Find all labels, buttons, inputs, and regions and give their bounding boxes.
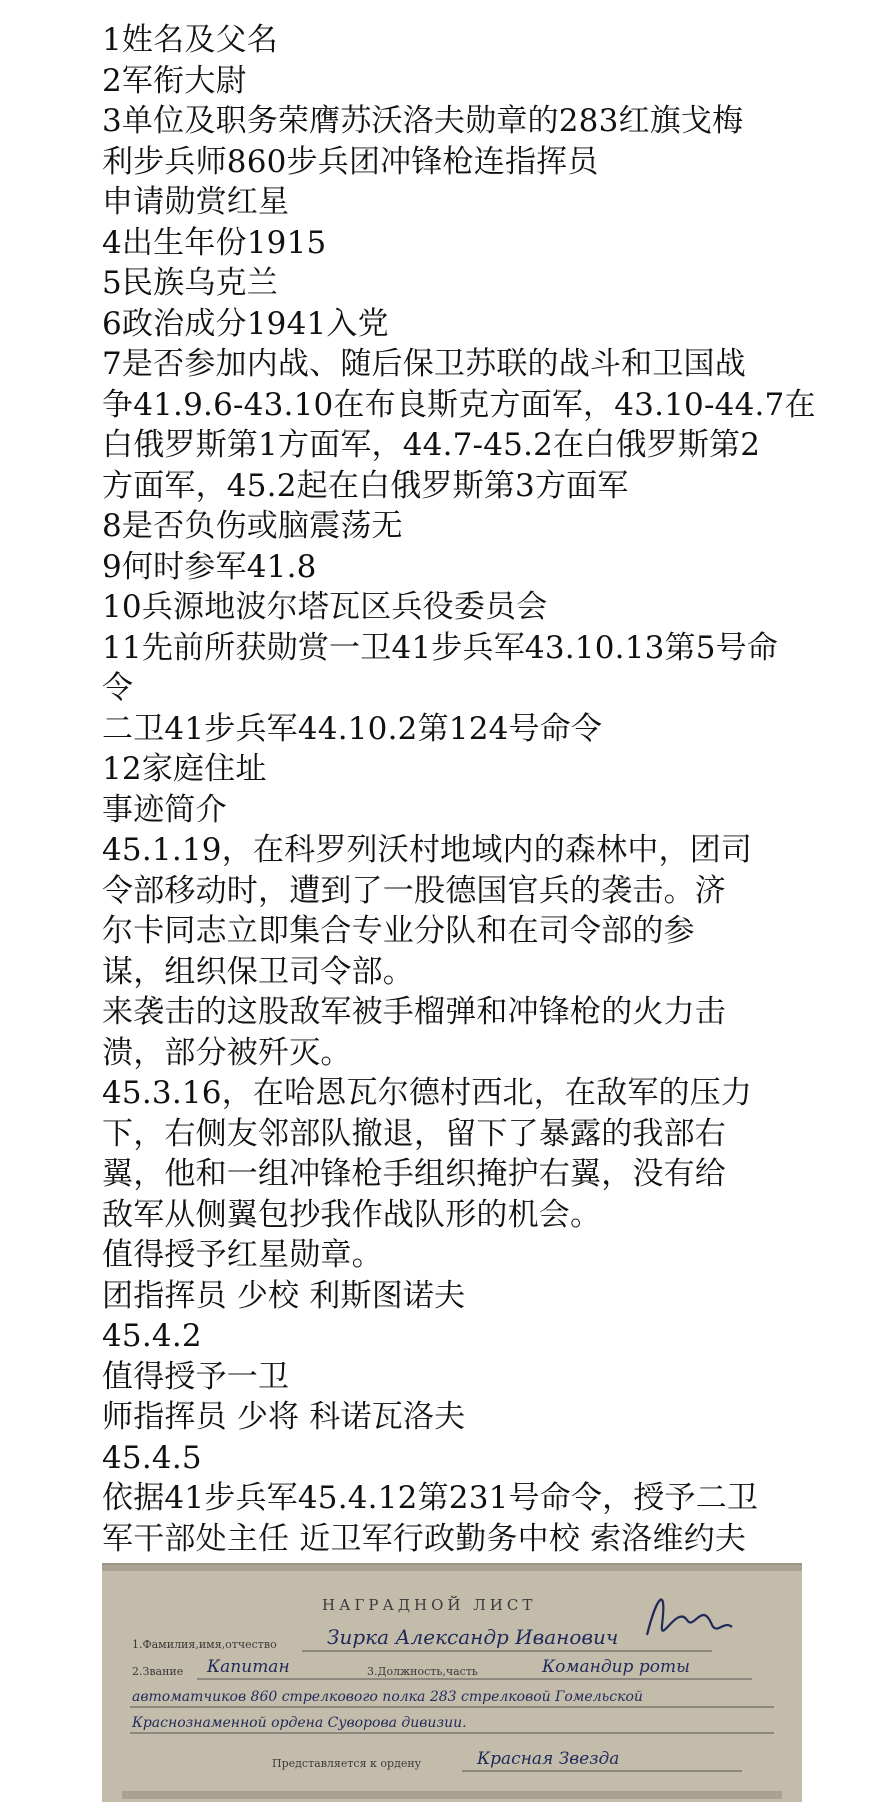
- scan-row4-value: Краснознаменной ордена Суворова дивизии.: [132, 1715, 467, 1731]
- narrative-line-7: 45.3.16，在哈恩瓦尔德村西北，在敌军的压力: [102, 1075, 753, 1111]
- recommendation: 值得授予红星勋章。: [102, 1237, 383, 1273]
- narrative-line-9: 翼，他和一组冲锋枪手组织掩护右翼，没有给: [102, 1156, 726, 1192]
- field-prior-awards-line-2: 令: [102, 670, 134, 706]
- narrative-line-3: 尔卡同志立即集合专业分队和在司令部的参: [102, 913, 695, 949]
- field-address: 12家庭住址: [102, 751, 267, 787]
- division-commander-signoff: 师指挥员 少将 科诺瓦洛夫: [102, 1399, 466, 1435]
- field-service-line-1: 7是否参加内战、随后保卫苏联的战斗和卫国战: [102, 346, 746, 382]
- scan-cutoff-line: [122, 1791, 782, 1799]
- scan-row2-value: Капитан: [207, 1657, 290, 1677]
- division-recommendation: 值得授予一卫: [102, 1358, 290, 1395]
- field-service-line-2: 争41.9.6-43.10在布良斯克方面军，43.10-44.7在: [102, 386, 816, 423]
- scan-row2-mid-label: 3.Должность,часть: [367, 1665, 478, 1678]
- date-2: 45.4.5: [102, 1439, 202, 1476]
- narrative-line-10: 敌军从侧翼包抄我作战队形的机会。: [102, 1196, 602, 1233]
- field-rank: 2军衔大尉: [102, 62, 247, 99]
- date-1: 45.4.2: [102, 1318, 202, 1354]
- narrative-line-4: 谋，组织保卫司令部。: [102, 953, 414, 990]
- section-heading: 事迹简介: [102, 791, 227, 828]
- award-request: 申请勋赏红星: [102, 184, 290, 220]
- field-wounds: 8是否负伤或脑震荡无: [102, 508, 403, 544]
- scan-row2-label: 2.Звание: [132, 1665, 184, 1678]
- field-draft-office: 10兵源地波尔塔瓦区兵役委员会: [102, 589, 548, 625]
- field-prior-awards-line-1: 11先前所获勋赏一卫41步兵军43.10.13第5号命: [102, 629, 779, 666]
- scan-row3-value: автоматчиков 860 стрелкового полка 283 стрелковой Гомельской: [132, 1689, 643, 1705]
- award-order: 依据41步兵军45.4.12第231号命令，授予二卫: [102, 1480, 759, 1516]
- scan-top-edge: [102, 1565, 802, 1571]
- field-birth-year: 4出生年份1915: [102, 224, 327, 261]
- scan-row5-value: Красная Звезда: [477, 1749, 620, 1769]
- narrative-line-5: 来袭击的这股敌军被手榴弹和冲锋枪的火力击: [102, 994, 726, 1030]
- field-party: 6政治成分1941入党: [102, 305, 389, 342]
- narrative-line-2: 令部移动时，遭到了一股德国官兵的袭击。济: [102, 872, 726, 909]
- field-enlisted: 9何时参军41.8: [102, 548, 317, 585]
- narrative-line-6: 溃，部分被歼灭。: [102, 1034, 352, 1071]
- field-service-line-4: 方面军，45.2起在白俄罗斯第3方面军: [102, 467, 629, 504]
- field-unit-line-1: 3单位及职务荣膺苏沃洛夫勋章的283红旗戈梅: [102, 103, 744, 139]
- field-name: 1姓名及父名: [102, 22, 278, 58]
- scan-row1-value: Зирка Александр Иванович: [327, 1625, 619, 1649]
- field-unit-line-2: 利步兵师860步兵团冲锋枪连指挥员: [102, 143, 599, 180]
- scan-svg: [102, 1565, 802, 1802]
- scan-row2-value2: Командир роты: [542, 1657, 690, 1677]
- field-prior-awards-line-3: 二卫41步兵军44.10.2第124号命令: [102, 710, 603, 747]
- scan-heading: НАГРАДНОЙ ЛИСТ: [322, 1596, 537, 1614]
- field-nationality: 5民族乌克兰: [102, 265, 278, 301]
- regiment-commander-signoff: 团指挥员 少校 利斯图诺夫: [102, 1277, 466, 1314]
- narrative-line-8: 下，右侧友邻部队撤退，留下了暴露的我部右: [102, 1115, 726, 1152]
- scan-row1-label: 1.Фамилия,имя,отчество: [132, 1638, 277, 1651]
- scan-row5-label: Представляется к ордену: [272, 1757, 422, 1770]
- translation-text: [102, 20, 816, 1559]
- field-service-line-3: 白俄罗斯第1方面军，44.7-45.2在白俄罗斯第2: [102, 427, 761, 463]
- personnel-chief-signoff: 军干部处主任 近卫军行政勤务中校 索洛维约夫: [102, 1520, 747, 1557]
- scanned-award-sheet: [102, 1563, 802, 1802]
- narrative-line-1: 45.1.19，在科罗列沃村地域内的森林中，团司: [102, 832, 753, 868]
